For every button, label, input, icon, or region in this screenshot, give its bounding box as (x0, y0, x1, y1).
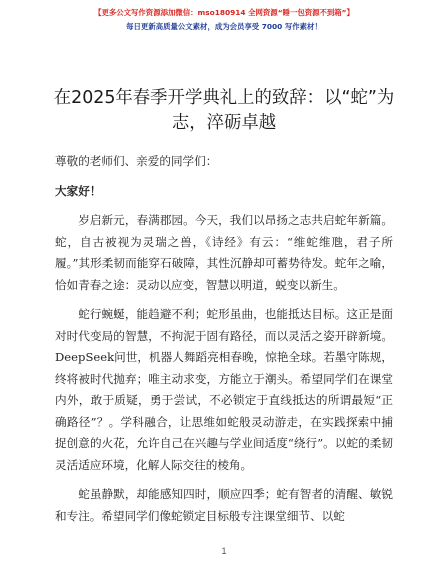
promo-banner-line-2: 每日更新高质量公文素材，成为会员享受 7000 写作素材！ (126, 22, 322, 31)
promo-banner (0, 6, 448, 34)
document-body (55, 151, 393, 527)
salutation: 大家好！ (55, 183, 102, 198)
promo-banner-line-1: 【更多公文写作资源添加微信：mso180914 全网资源“睡一包资源不到箱”】 (94, 8, 354, 17)
document-title: 在2025年春季开学典礼上的致辞：以“蛇”为志，淬砺卓越 (53, 88, 395, 133)
greeting: 尊敬的老师们、亲爱的同学们： (55, 154, 218, 168)
page-number: 1 (221, 546, 227, 556)
paragraph-1: 岁启新元，春满郡园。今天，我们以昂扬之志共启蛇年新篇。蛇，自古被视为灵瑞之兽，《诗经》有云：“维蛇维虺，君子所履。”其形柔韧而能穿石破障，其性沉静却可蓄势待发。蛇年之喻，恰如青春之途：灵动以应变，智慧以明道，蜕变以新生。 (55, 213, 393, 292)
paragraph-2: 蛇行蜿蜒，能趋避不利；蛇形虽曲，也能抵达目标。这正是面对时代变局的智慧，不拘泥于固有路径，而以灵活之姿开辟新境。DeepSeek问世，机器人舞蹈亮相春晚，惊艳全球。若墨守陈规，终将被时代抛弃；唯主动求变，方能立于潮头。希望同学们在课堂内外，敢于质疑，勇于尝试，不必锁定于直线抵达的所谓最短“正确路径”？。学科融合，让思维如蛇般灵动游走，在实践探索中捕捉创意的火花，允许自己在兴趣与学业间适度“绕行”。以蛇的柔韧灵活适应环境，化解人际交往的棱角。 (55, 307, 393, 472)
paragraph-3: 蛇虽静默，却能感知四时，顺应四季；蛇有智者的清醒、敏锐和专注。希望同学们像蛇锁定目标般专注课堂细节、以蛇 (55, 487, 393, 523)
